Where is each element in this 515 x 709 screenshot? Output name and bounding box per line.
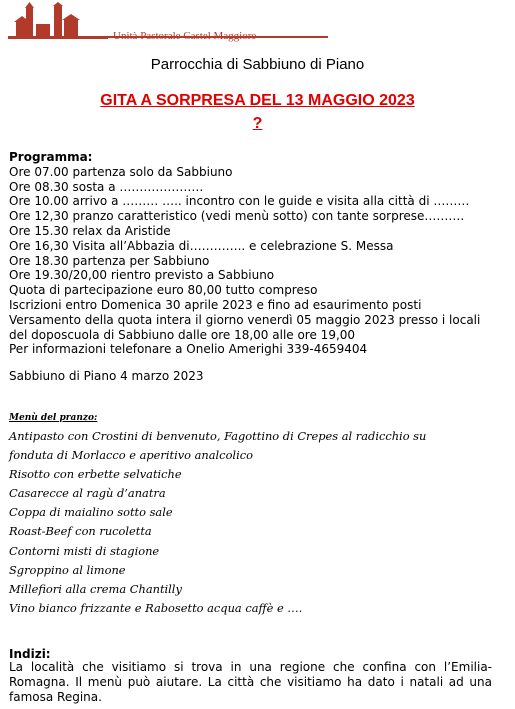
menu-title: Menù del pranzo: — [9, 413, 98, 423]
trip-title: GITA A SORPRESA DEL 13 MAGGIO 2023 — [100, 92, 415, 109]
menu-item: Casarecce al ragù d’anatra — [9, 486, 166, 501]
registration-line: Iscrizioni entro Domenica 30 aprile 2023 e fino ad esaurimento posti — [9, 297, 422, 312]
payment-line: Versamento della quota intera il giorno venerdì 05 maggio 2023 presso i locali — [9, 312, 481, 327]
program-line: Ore 08.30 sosta a ………………… — [9, 179, 204, 194]
program-line: Ore 18.30 partenza per Sabbiuno — [9, 253, 210, 268]
trip-title-question-mark: ? — [252, 115, 263, 132]
price-line: Quota di partecipazione euro 80,00 tutto compreso — [9, 283, 318, 298]
program-line: Ore 10.00 arrivo a ……… ….. incontro con le guide e visita alla città di ……… — [9, 194, 470, 209]
clues-text: La località che visitiamo si trova in una regione che confina con l’Emilia-Romagna. Il menù può aiutare. La città che visitiamo ha dato i natali ad una famosa Regina. — [9, 660, 492, 704]
program-line: Ore 12,30 pranzo caratteristico (vedi menù sotto) con tante sorprese………. — [9, 209, 465, 224]
contact-line: Per informazioni telefonare a Onelio Amerighi 339-4659404 — [9, 342, 368, 357]
menu-item: Millefiori alla crema Chantilly — [9, 581, 182, 596]
menu-item: Coppa di maialino sotto sale — [9, 505, 173, 520]
menu-item: Risotto con erbette selvatiche — [9, 467, 182, 482]
menu-list — [9, 427, 509, 618]
program-line: Ore 07.00 partenza solo da Sabbiuno — [9, 164, 233, 179]
menu-item: Vino bianco frizzante e Rabosetto acqua caffè e …. — [9, 600, 303, 615]
payment-line: del doposcuola di Sabbiuno dalle ore 18,00 alle ore 19,00 — [9, 327, 356, 342]
program-heading: Programma: — [9, 150, 93, 164]
menu-item: fonduta di Morlacco e aperitivo analcolico — [9, 448, 253, 463]
program-line: Ore 16,30 Visita all’Abbazia di………….. e celebrazione S. Messa — [9, 238, 394, 253]
menu-item: Sgroppino al limone — [9, 562, 126, 577]
menu-item: Contorni misti di stagione — [9, 543, 160, 558]
menu-item: Roast-Beef con rucoletta — [9, 524, 152, 539]
logo-text: Unità Pastorale Castel Maggiore — [113, 30, 257, 42]
program-line: Ore 19.30/20,00 rientro previsto a Sabbiuno — [9, 268, 275, 283]
program-line: Ore 15.30 relax da Aristide — [9, 223, 171, 238]
parish-name: Parrocchia di Sabbiuno di Piano — [150, 56, 365, 73]
parish-logo — [8, 2, 328, 42]
program-section — [9, 150, 509, 357]
clues-heading: Indizi: — [9, 647, 51, 661]
document-date: Sabbiuno di Piano 4 marzo 2023 — [9, 369, 204, 383]
menu-item: Antipasto con Crostini di benvenuto, Fagottino di Crepes al radicchio su — [9, 429, 427, 443]
